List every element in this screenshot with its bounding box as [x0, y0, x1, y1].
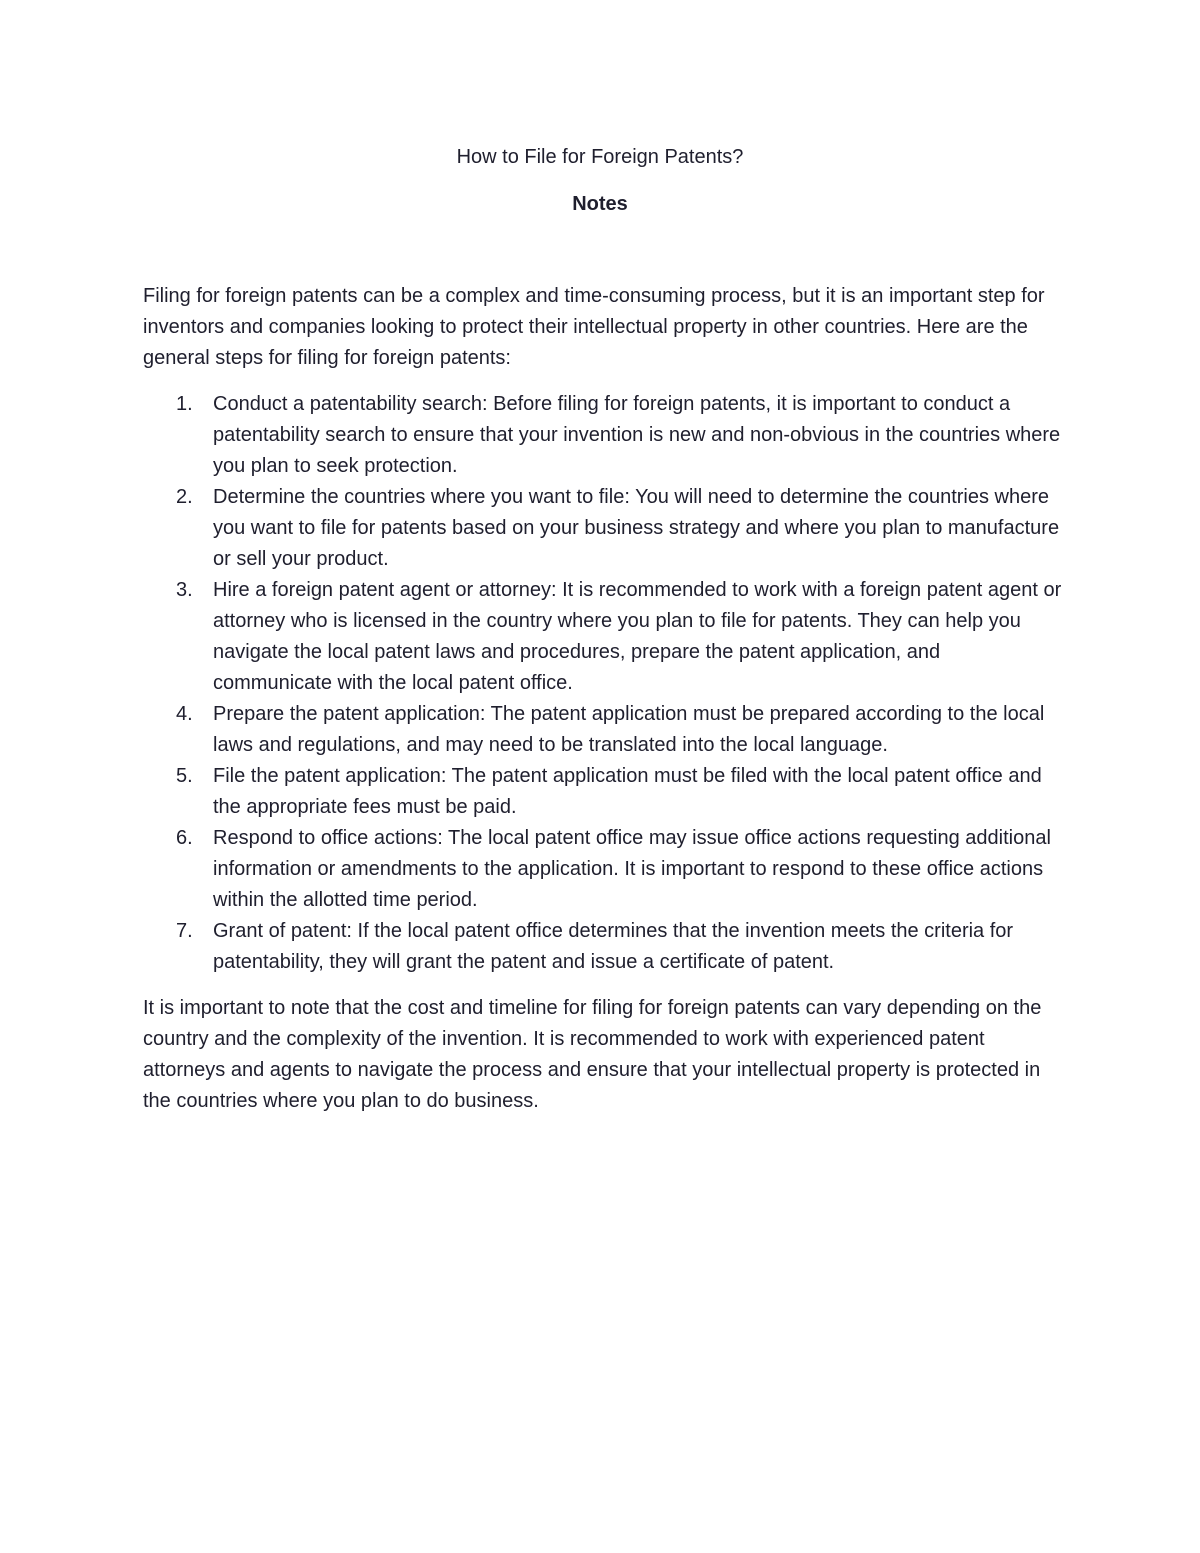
list-item	[143, 575, 1063, 699]
list-item-number: 5.	[176, 765, 193, 787]
list-item	[143, 761, 1063, 823]
list-item	[143, 699, 1063, 761]
list-item-text: Determine the countries where you want to file: You will need to determine the countries where you want to file for patents based on your business strategy and where you plan to manufacture or sell your product.	[213, 486, 1060, 570]
list-item-text: Grant of patent: If the local patent office determines that the invention meets the criteria for patentability, they will grant the patent and issue a certificate of patent.	[213, 920, 1014, 973]
document-body	[143, 281, 1063, 1117]
list-item-text: Hire a foreign patent agent or attorney: It is recommended to work with a foreign patent agent or attorney who is licensed in the country where you plan to file for patents. They can help you navigate the local patent laws and procedures, prepare the patent application, and communicate with the local patent office.	[213, 579, 1062, 694]
list-item	[143, 389, 1063, 482]
list-item-number: 4.	[176, 703, 193, 725]
list-item-text: Prepare the patent application: The patent application must be prepared according to the local laws and regulations, and may need to be translated into the local language.	[213, 703, 1045, 756]
document-subtitle: Notes	[572, 193, 628, 215]
list-item	[143, 823, 1063, 916]
list-item	[143, 482, 1063, 575]
list-item	[143, 916, 1063, 978]
list-item-number: 7.	[176, 920, 193, 942]
list-item-text: File the patent application: The patent application must be filed with the local patent office and the appropriate fees must be paid.	[213, 765, 1042, 818]
steps-list	[143, 389, 1063, 978]
list-item-text: Conduct a patentability search: Before filing for foreign patents, it is important to conduct a patentability search to ensure that your invention is new and non-obvious in the countries where you plan to seek protection.	[213, 393, 1061, 477]
conclusion-paragraph: It is important to note that the cost and timeline for filing for foreign patents can vary depending on the country and the complexity of the invention. It is recommended to work with experienced patent attorneys and agents to navigate the process and ensure that your intellectual property is protected in the countries where you plan to do business.	[143, 997, 1042, 1112]
list-item-number: 1.	[176, 393, 193, 415]
list-item-number: 6.	[176, 827, 193, 849]
intro-paragraph: Filing for foreign patents can be a complex and time-consuming process, but it is an important step for inventors and companies looking to protect their intellectual property in other countries. Here are the general steps for filing for foreign patents:	[143, 285, 1045, 369]
list-item-number: 3.	[176, 579, 193, 601]
document-title: How to File for Foreign Patents?	[456, 146, 744, 168]
list-item-number: 2.	[176, 486, 193, 508]
list-item-text: Respond to office actions: The local patent office may issue office actions requesting additional information or amendments to the application. It is important to respond to these office actions within the allotted time period.	[213, 827, 1051, 911]
